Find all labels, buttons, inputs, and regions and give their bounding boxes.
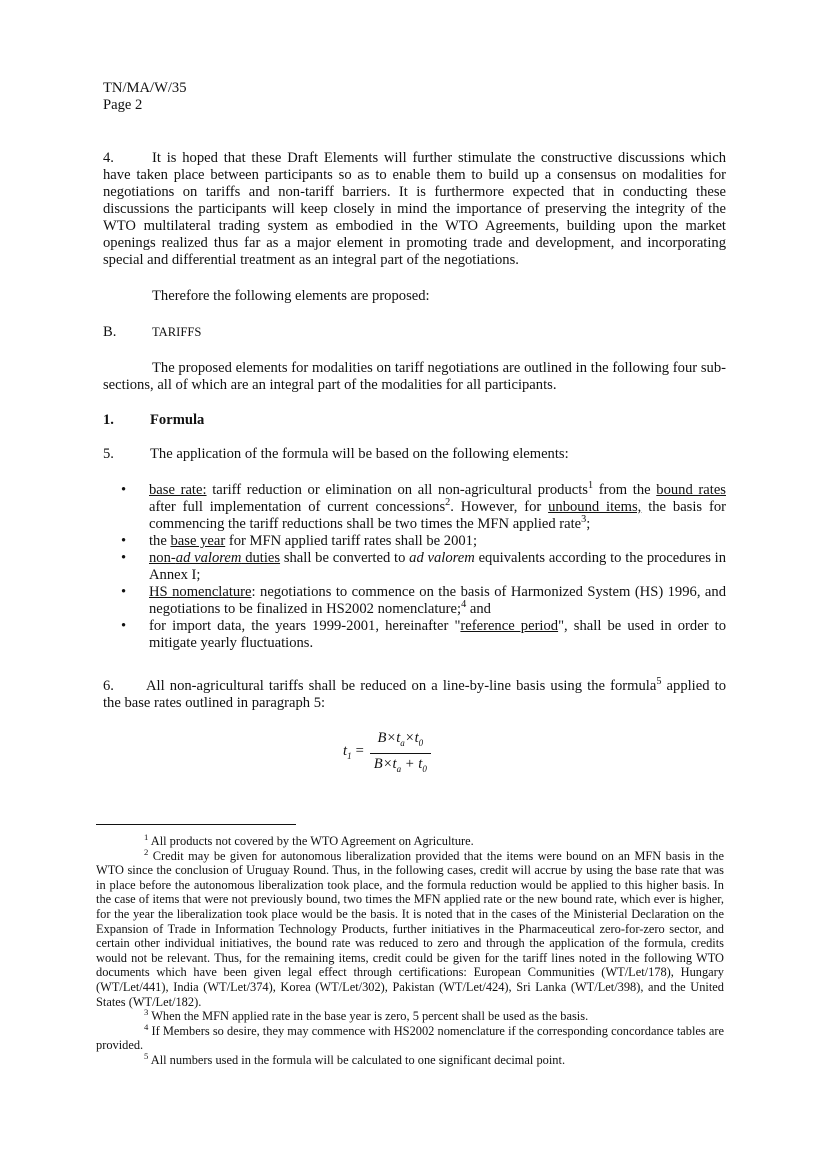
footnote-text: If Members so desire, they may commence with HS2002 nomenclature if the corresponding concordance tables are provided. <box>96 1023 724 1053</box>
item-text: . However, for <box>450 499 549 515</box>
item-text: after full implementation of current concessions <box>149 499 446 515</box>
footnote-ref-2[interactable]: 2 <box>445 497 451 509</box>
formula-subscript: a <box>396 763 402 774</box>
footnote-mark: 2 <box>144 846 149 857</box>
document-symbol: TN/MA/W/35 <box>103 80 187 96</box>
footnote-separator <box>96 824 296 825</box>
item-text: ad valorem <box>409 550 475 566</box>
paragraph-5 <box>103 446 726 463</box>
proposed-text: Therefore the following elements are proposed: <box>152 288 430 304</box>
formula-denominator <box>370 754 431 778</box>
footnote-ref-4[interactable]: 4 <box>461 599 467 611</box>
term: bound rates <box>656 482 726 498</box>
paragraph-text: All non-agricultural tariffs shall be reduced on a line-by-line basis using the formula <box>146 678 657 694</box>
bullet-icon: • <box>121 550 127 566</box>
footnote-2 <box>96 846 724 1010</box>
formula-symbol: B×t <box>377 730 401 746</box>
formula-subscript: a <box>400 737 405 748</box>
item-text: equivalents according to the procedures in Annex I; <box>149 550 726 583</box>
section-1-title: Formula <box>150 412 205 428</box>
item-text: ; <box>586 516 591 532</box>
item-text: and <box>466 601 491 617</box>
item-text: the basis for commencing the tariff reductions shall be two times the MFN applied rate <box>149 499 726 532</box>
paragraph-number: 5. <box>103 446 114 462</box>
page-header <box>103 80 187 114</box>
bullet-icon: • <box>121 482 127 498</box>
footnote-4 <box>96 1021 724 1053</box>
paragraph-text: applied to the base rates outlined in paragraph 5: <box>103 678 726 711</box>
paragraph-6 <box>103 678 726 712</box>
term-part: ad valorem <box>175 550 242 566</box>
page-number: Page 2 <box>103 97 143 113</box>
item-text: the <box>149 533 171 549</box>
term: HS nomenclature <box>149 584 252 600</box>
formula-fraction <box>370 730 431 778</box>
term-part: duties <box>241 550 281 566</box>
footnote-ref-1[interactable]: 1 <box>587 480 594 492</box>
footnote-mark: 4 <box>144 1021 149 1032</box>
paragraph-number: 6. <box>103 678 114 694</box>
formula-subscript: 1 <box>347 750 352 761</box>
formula-symbol: + t <box>401 755 423 772</box>
footnote-mark: 5 <box>144 1050 149 1061</box>
item-text: for import data, the years 1999-2001, hereinafter " <box>149 618 461 634</box>
item-text: ", shall be used in order to mitigate yearly fluctuations. <box>149 618 727 651</box>
term: base rate: <box>149 482 207 498</box>
bullet-icon: • <box>121 584 127 600</box>
list-item <box>121 550 726 584</box>
item-text: from the <box>593 482 657 498</box>
formula-symbol: ×t <box>404 730 419 746</box>
section-b-title: TARIFFS <box>152 325 202 339</box>
paragraph-text: The application of the formula will be based on the following elements: <box>150 446 569 462</box>
section-b-heading <box>103 324 201 341</box>
term-part: non- <box>149 550 176 566</box>
footnote-1 <box>96 831 724 849</box>
footnote-text: Credit may be given for autonomous liberalization provided that the items were bound on an MFN basis in the WTO since the conclusion of Uruguay Round. Thus, in the following cases, credit will accrue by using the base rate that was in place before the autonomous liberalization took place, and the formula reduction would be applied to this higher basis. In the case of items that were not previously bound, two times the MFN applied rate or the new bound rate, which ever is higher, for the year the liberalization took place would be the basis. It is noted that in the cases of the Ministerial Declaration on the Expansion of Trade in Information Technology Products, further initiatives in the Pharmaceutical zero-for-zero sector, and certain other individual initiatives, the bound rate was reduced to zero and through the application of the formula, credits would not be relevant. Thus, for the remaining items, credit could be given for the tariff lines noted in the following WTO documents which have been given legal effect through certifications: European Communities (WT/Let/178), Hungary (WT/Let/441), India (WT/Let/374), Korea (WT/Let/302), Pakistan (WT/Let/424), Sri Lanka (WT/Let/398), and the United States (WT/Let/182). <box>96 848 724 1009</box>
proposed-line <box>103 288 726 305</box>
paragraph-4 <box>103 150 726 269</box>
term: reference period <box>460 618 559 634</box>
formula-lhs: $t_1$ = <box>343 742 364 761</box>
formula-symbol: t <box>343 742 348 759</box>
elements-list <box>121 482 726 652</box>
formula-symbol: B×t <box>373 755 397 772</box>
section-1-heading <box>103 412 204 429</box>
item-text: for MFN applied tariff rates shall be 2001; <box>225 533 478 549</box>
footnote-ref-3[interactable]: 3 <box>581 514 587 526</box>
item-text: : negotiations to commence on the basis of Harmonized System (HS) 1996, and negotiations to be finalized in HS2002 nomenclature; <box>149 584 726 617</box>
formula-numerator <box>370 730 431 754</box>
paragraph-number: 4. <box>103 150 114 166</box>
footnote-mark: 1 <box>144 831 149 842</box>
footnote-ref-5[interactable]: 5 <box>656 676 662 688</box>
list-item <box>121 533 726 550</box>
paragraph-text: It is hoped that these Draft Elements will further stimulate the constructive discussions which have taken place between participants so as to enable them to build up a consensus on modalities for negotiations on tariffs and non-tariff barriers. It is furthermore expected that in conducting these discussions the participants will keep closely in mind the importance of preserving the integrity of the WTO multilateral trading system as embodied in the WTO Agreements, building upon the market openings realized thus far as a major element in promoting trade and development, and incorporating special and differential treatment as an integral part of the negotiations. <box>103 150 726 268</box>
footnote-text: All numbers used in the formula will be calculated to one significant decimal point. <box>150 1052 566 1067</box>
section-b-number: B. <box>103 324 117 340</box>
formula-subscript: 0 <box>418 737 424 748</box>
section-1-number: 1. <box>103 412 114 428</box>
term <box>149 550 280 566</box>
tariffs-intro-text: The proposed elements for modalities on tariff negotiations are outlined in the following four sub-sections, all of which are an integral part of the modalities for all participants. <box>103 360 726 393</box>
formula-subscript: 0 <box>422 763 427 774</box>
term: unbound items, <box>548 499 642 515</box>
item-text: shall be converted to <box>280 550 410 566</box>
list-item <box>121 584 726 618</box>
footnotes <box>96 831 724 1068</box>
bullet-icon: • <box>121 533 127 549</box>
tariffs-intro <box>103 360 726 394</box>
footnote-mark: 3 <box>144 1007 149 1017</box>
list-item <box>121 618 726 652</box>
footnote-3 <box>96 1009 724 1024</box>
reduction-formula <box>343 730 431 778</box>
term: base year <box>170 533 226 549</box>
footnote-text: All products not covered by the WTO Agreement on Agriculture. <box>150 834 474 848</box>
list-item <box>121 482 726 533</box>
bullet-icon: • <box>121 618 127 634</box>
item-text: tariff reduction or elimination on all non-agricultural products <box>206 482 588 498</box>
footnote-5 <box>96 1050 724 1068</box>
footnote-text: When the MFN applied rate in the base year is zero, 5 percent shall be used as the basis. <box>151 1009 589 1024</box>
